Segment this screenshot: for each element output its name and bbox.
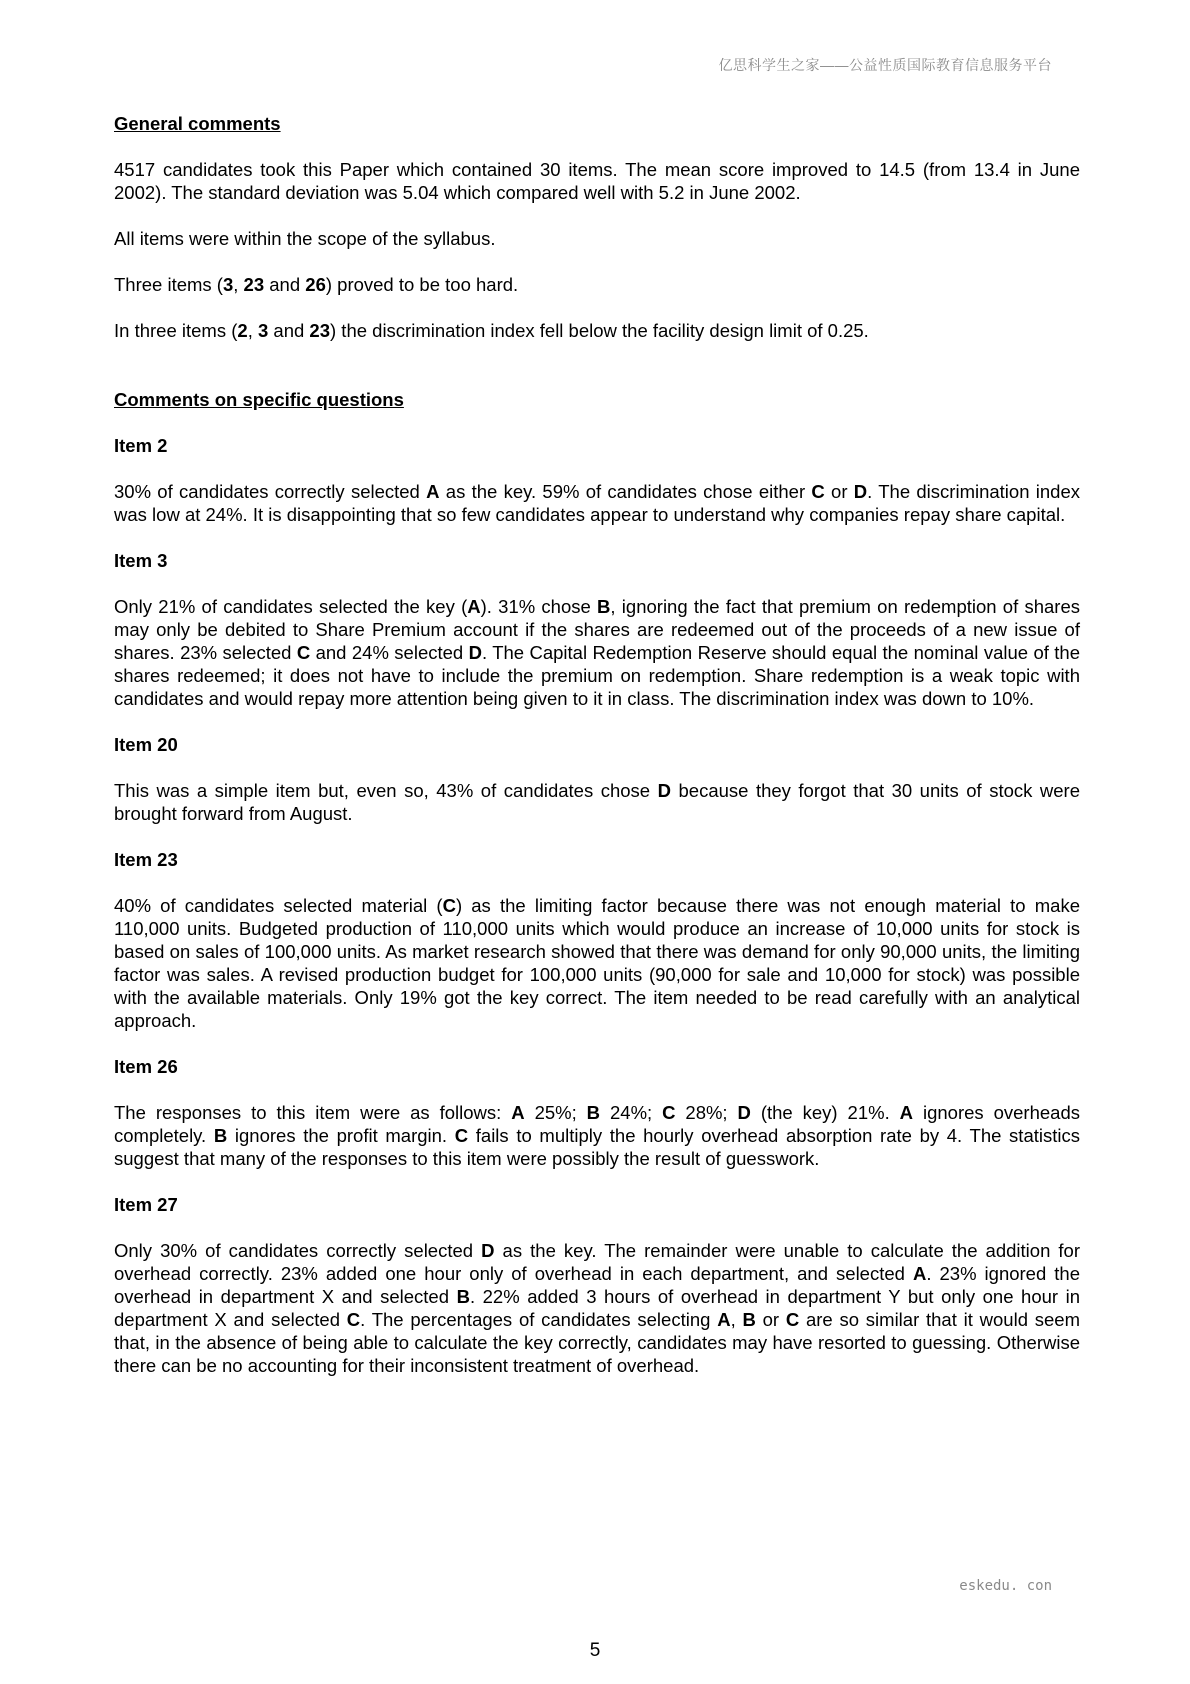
item-title: Item 23 xyxy=(114,849,178,870)
text-run: because they forgot that 30 units of stock were brought forward from August. xyxy=(114,780,1080,824)
item-paragraph xyxy=(114,1239,1080,1377)
bold-text-run: A xyxy=(912,1263,927,1284)
text-run: as the key. The remainder were unable to calculate the addition for overhead correctly. 23% added one hour only of overhead in each department, and selected xyxy=(114,1240,1081,1284)
bold-text-run: D xyxy=(737,1102,751,1123)
text-run: 25%; xyxy=(524,1102,587,1123)
text-run: This was a simple item but, even so, 43% of candidates chose xyxy=(114,780,658,801)
bold-text-run: 3 xyxy=(257,320,269,341)
item-paragraph xyxy=(114,894,1080,1032)
bold-text-run: C xyxy=(296,642,311,663)
bold-text-run: A xyxy=(511,1102,525,1123)
text-run: (the key) 21%. xyxy=(750,1102,900,1123)
bold-text-run: B xyxy=(742,1309,756,1330)
footer-site-watermark: eskedu. con xyxy=(959,1578,1052,1594)
item-20-section xyxy=(114,733,1080,825)
text-run: and xyxy=(268,320,310,341)
item-title: Item 2 xyxy=(114,435,168,456)
text-run: as the key. 59% of candidates chose either xyxy=(439,481,812,502)
bold-text-run: A xyxy=(467,596,481,617)
text-run: . The Capital Redemption Reserve should equal the nominal value of the shares redeemed; it does not have to include the premium on redemption. Share redemption is a weak topic with candidates and would repay more attention being given to it in class. The discrimination index was down to 10%. xyxy=(114,642,1080,709)
bold-text-run: 23 xyxy=(309,320,330,341)
bold-text-run: D xyxy=(657,780,671,801)
header-watermark-text: 亿思科学生之家——公益性质国际教育信息服务平台 xyxy=(718,57,1052,73)
item-title: Item 20 xyxy=(114,734,178,755)
text-run: or xyxy=(755,1309,786,1330)
bold-text-run: A xyxy=(899,1102,914,1123)
bold-text-run: 23 xyxy=(243,274,265,295)
bold-text-run: D xyxy=(853,481,868,502)
item-paragraph xyxy=(114,480,1080,526)
item-title: Item 26 xyxy=(114,1056,178,1077)
bold-text-run: C xyxy=(785,1309,800,1330)
text-run: ) as the limiting factor because there was not enough material to make 110,000 units. Budgeted production of 110,000 units which would produce an increase of 10,000 units for stock is based on sales of 100,000 units. As market research showed that there was demand for only 90,000 units, the limiting factor was sales. A revised production budget for 100,000 units (90,000 for sale and 10,000 for stock) was possible with the available materials. Only 19% got the key correct. The item needed to be read carefully with an analytical approach. xyxy=(114,895,1080,1031)
text-run: . 22% added 3 hours of overhead in department Y but only one hour in department X and selected xyxy=(114,1286,1081,1330)
item-paragraph xyxy=(114,779,1080,825)
specific-comments-heading: Comments on specific questions xyxy=(114,389,404,410)
item-2-section xyxy=(114,434,1080,526)
text-run: The responses to this item were as follows: xyxy=(114,1102,512,1123)
bold-text-run: B xyxy=(597,596,611,617)
text-run: ) the discrimination index fell below the facility design limit of 0.25. xyxy=(330,320,869,341)
text-run: ignores overheads completely. xyxy=(114,1102,1080,1146)
bold-text-run: 3 xyxy=(222,274,234,295)
item-paragraph xyxy=(114,1101,1080,1170)
bold-text-run: B xyxy=(456,1286,470,1307)
text-run: . The percentages of candidates selecting xyxy=(360,1309,718,1330)
text-run: Only 21% of candidates selected the key ( xyxy=(114,596,468,617)
item-paragraph xyxy=(114,595,1080,710)
text-run: and xyxy=(264,274,306,295)
text-run: 4517 candidates took this Paper which contained 30 items. The mean score improved to 14.5 (from 13.4 in June 2002). The standard deviation was 5.04 which compared well with 5.2 in June 2002. xyxy=(114,159,1080,203)
general-paragraph-4 xyxy=(114,319,1080,342)
bold-text-run: D xyxy=(468,642,482,663)
general-paragraph-2 xyxy=(114,227,1080,250)
text-run: 30% of candidates correctly selected xyxy=(114,481,427,502)
text-run: . The discrimination index was low at 24%. It is disappointing that so few candidates appear to understand why companies repay share capital. xyxy=(114,481,1080,525)
bold-text-run: A xyxy=(717,1309,731,1330)
bold-text-run: C xyxy=(346,1309,361,1330)
text-run: are so similar that it would seem that, in the absence of being able to calculate the key correctly, candidates may have resorted to guessing. Otherwise there can be no accounting for their inconsistent treatment of overhead. xyxy=(114,1309,1080,1376)
item-23-section xyxy=(114,848,1080,1032)
text-run: ) proved to be too hard. xyxy=(325,274,519,295)
text-run: ). 31% chose xyxy=(480,596,598,617)
bold-text-run: C xyxy=(811,481,825,502)
general-paragraph-3 xyxy=(114,273,1080,296)
text-run: All items were within the scope of the syllabus. xyxy=(114,228,496,249)
page-number: 5 xyxy=(589,1640,601,1661)
item-title: Item 27 xyxy=(114,1194,178,1215)
bold-text-run: C xyxy=(662,1102,676,1123)
text-run: , xyxy=(247,320,258,341)
general-comments-heading: General comments xyxy=(114,113,281,134)
text-run: Only 30% of candidates correctly selected xyxy=(114,1240,482,1261)
text-run: ignores the profit margin. xyxy=(227,1125,455,1146)
bold-text-run: 2 xyxy=(237,320,248,341)
text-run: and 24% selected xyxy=(310,642,469,663)
text-run: Three items ( xyxy=(114,274,223,295)
text-run: In three items ( xyxy=(114,320,238,341)
item-27-section xyxy=(114,1193,1080,1377)
text-run: , ignoring the fact that premium on redemption of shares may only be debited to Share Premium account if the shares are redeemed out of the proceeds of a new issue of shares. 23% selected xyxy=(114,596,1080,663)
bold-text-run: 26 xyxy=(305,274,326,295)
item-3-section xyxy=(114,549,1080,710)
bold-text-run: B xyxy=(586,1102,601,1123)
bold-text-run: C xyxy=(454,1125,469,1146)
text-run: 28%; xyxy=(675,1102,738,1123)
text-run: , xyxy=(233,274,244,295)
item-26-section xyxy=(114,1055,1080,1170)
bold-text-run: C xyxy=(442,895,456,916)
bold-text-run: D xyxy=(481,1240,495,1261)
bold-text-run: A xyxy=(426,481,440,502)
item-title: Item 3 xyxy=(114,550,168,571)
text-run: or xyxy=(824,481,854,502)
text-run: , xyxy=(730,1309,743,1330)
bold-text-run: B xyxy=(213,1125,228,1146)
general-paragraph-1 xyxy=(114,158,1080,204)
text-run: 24%; xyxy=(600,1102,663,1123)
text-run: 40% of candidates selected material ( xyxy=(114,895,443,916)
document-body xyxy=(114,112,1080,1400)
text-run: fails to multiply the hourly overhead absorption rate by 4. The statistics suggest that many of the responses to this item were possibly the result of guesswork. xyxy=(114,1125,1080,1169)
text-run: . 23% ignored the overhead in department X and selected xyxy=(114,1263,1080,1307)
